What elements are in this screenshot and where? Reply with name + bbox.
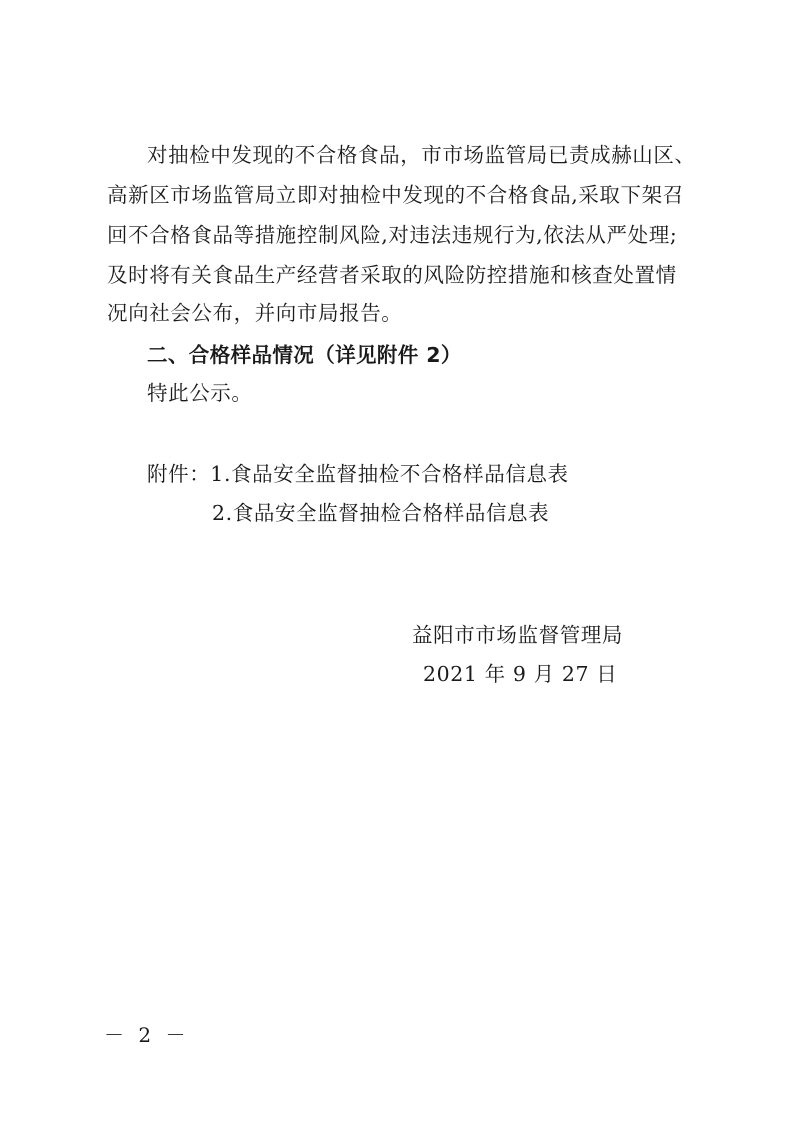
paragraph-1-line-3: 回不合格食品等措施控制风险,对违法违规行为,依法从严处理; — [107, 223, 678, 247]
attachment-item-1: 附件：1.食品安全监督抽检不合格样品信息表 — [147, 462, 569, 486]
paragraph-1-line-2: 高新区市场监管局立即对抽检中发现的不合格食品,采取下架召 — [107, 183, 684, 207]
section-2-heading: 二、合格样品情况（详见附件 2） — [147, 343, 462, 367]
paragraph-1-line-5: 况向社会公布，并向市局报告。 — [107, 301, 403, 325]
signature-organization: 益阳市市场监督管理局 — [412, 623, 623, 647]
notice-text: 特此公示。 — [147, 381, 253, 405]
paragraph-1-line-1: 对抽检中发现的不合格食品，市市场监管局已责成赫山区、 — [147, 143, 696, 167]
page-number: － 2 － — [104, 1023, 190, 1047]
attachment-item-2: 2.食品安全监督抽检合格样品信息表 — [212, 501, 550, 525]
paragraph-1-line-4: 及时将有关食品生产经营者采取的风险防控措施和核查处置情 — [107, 263, 677, 287]
signature-date: 2021 年 9 月 27 日 — [423, 662, 618, 686]
